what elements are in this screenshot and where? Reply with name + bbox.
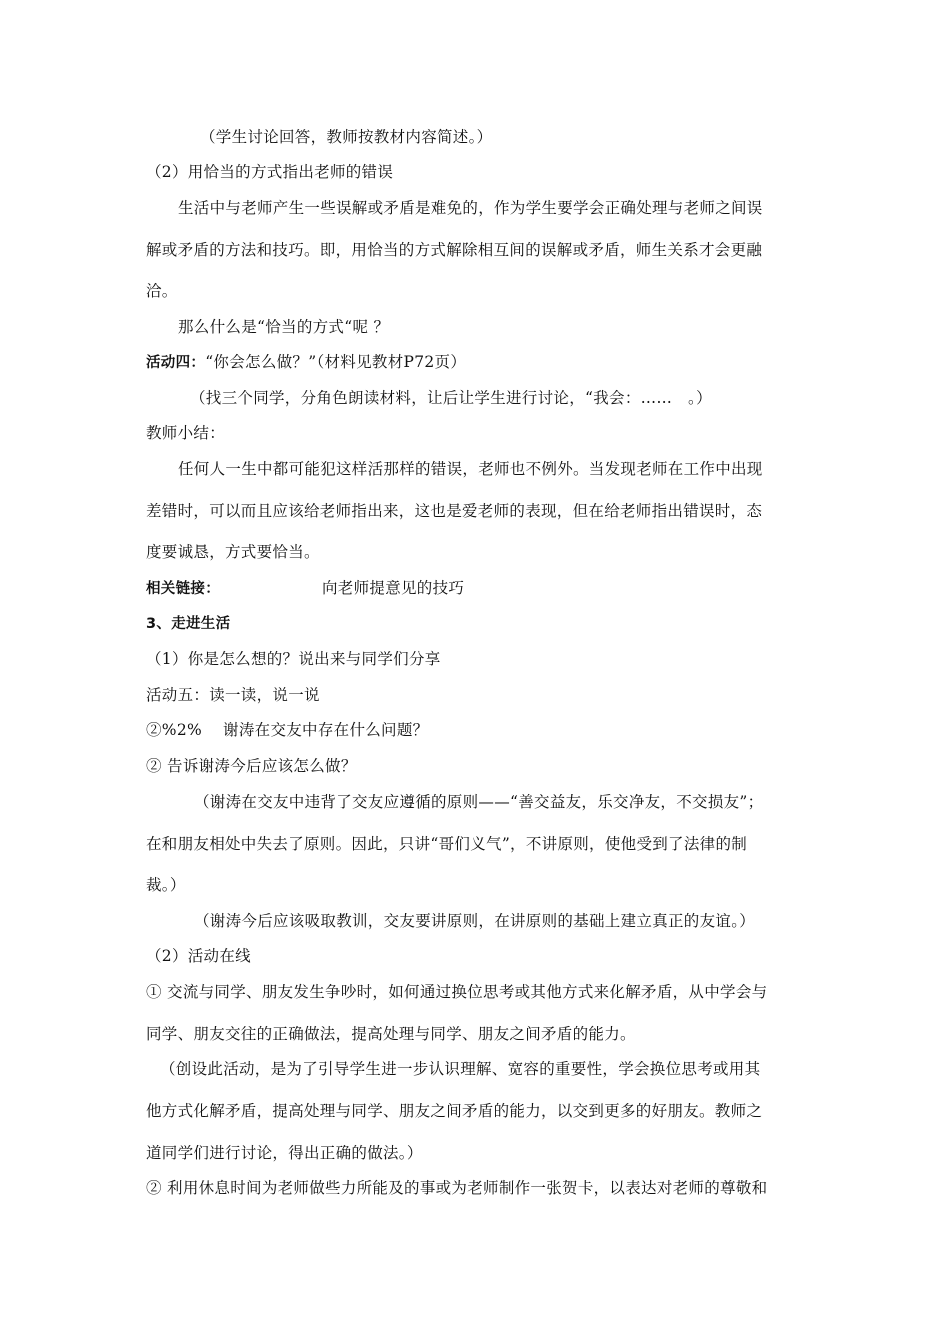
activity-five-label: 活动五：读一读，说一说 <box>146 686 320 704</box>
paragraph-line: 洽。 <box>146 282 178 300</box>
activity-four-text: “你会怎么做？”（材料见教材P72页） <box>205 353 467 371</box>
teacher-summary-label: 教师小结： <box>146 424 226 442</box>
paragraph-line: 生活中与老师产生一些误解或矛盾是难免的，作为学生要学会正确处理与老师之间误 <box>178 199 763 217</box>
paragraph-line: （创设此活动，是为了引导学生进一步认识理解、宽容的重要性，学会换位思考或用其 <box>160 1060 761 1078</box>
paragraph-line: （谢涛今后应该吸取教训，交友要讲原则，在讲原则的基础上建立真正的友谊。） <box>194 912 756 930</box>
paragraph-line: 道同学们进行讨论，得出正确的做法。） <box>146 1144 423 1162</box>
paragraph-line: 度要诚恳，方式要恰当。 <box>146 543 320 561</box>
paragraph-line: 他方式化解矛盾，提高处理与同学、朋友之间矛盾的能力，以交到更多的好朋友。教师之 <box>146 1102 763 1120</box>
paragraph-line: 解或矛盾的方法和技巧。即，用恰当的方式解除相互间的误解或矛盾，师生关系才会更融 <box>146 241 763 259</box>
activity-note: （找三个同学，分角色朗读材料，让后让学生进行讨论，“我会：…… 。） <box>190 389 712 407</box>
question-line: 那么什么是“恰当的方式“呢 ？ <box>178 318 390 336</box>
paragraph-line: 差错时，可以而且应该给老师指出来，这也是爱老师的表现，但在给老师指出错误时，态 <box>146 502 763 520</box>
activity-four-line <box>146 350 810 375</box>
related-link-line <box>146 576 810 601</box>
paragraph-line: 在和朋友相处中失去了原则。因此，只讲“哥们义气”，不讲原则，使他受到了法律的制 <box>146 835 748 853</box>
paragraph-line: 同学、朋友交往的正确做法，提高处理与同学、朋友之间矛盾的能力。 <box>146 1025 636 1043</box>
paragraph-line: 任何人一生中都可能犯这样活那样的错误，老师也不例外。当发现老师在工作中出现 <box>178 460 763 478</box>
question-item-1: ②%2% 谢涛在交友中存在什么问题？ <box>146 721 429 739</box>
subsection-heading-2: （2）活动在线 <box>146 947 251 965</box>
discussion-note: （学生讨论回答，教师按教材内容简述。） <box>200 128 493 146</box>
section-heading-2: （2）用恰当的方式指出老师的错误 <box>146 163 394 181</box>
question-item-2: ② 告诉谢涛今后应该怎么做？ <box>146 757 357 775</box>
related-link-label: 相关链接： <box>146 581 220 597</box>
section-heading-3: 3、走进生活 <box>146 616 231 632</box>
related-link-text: 向老师提意见的技巧 <box>322 579 465 597</box>
paragraph-line: ② 利用休息时间为老师做些力所能及的事或为老师制作一张贺卡，以表达对老师的尊敬和 <box>146 1179 768 1197</box>
activity-four-label: 活动四： <box>146 355 206 371</box>
subsection-heading-1: （1）你是怎么想的？说出来与同学们分享 <box>146 650 441 668</box>
paragraph-line: 裁。） <box>146 876 186 894</box>
paragraph-line: ① 交流与同学、朋友发生争吵时，如何通过换位思考或其他方式来化解矛盾，从中学会与 <box>146 983 768 1001</box>
paragraph-line: （谢涛在交友中违背了交友应遵循的原则——“善交益友，乐交净友，不交损友”； <box>194 793 764 811</box>
